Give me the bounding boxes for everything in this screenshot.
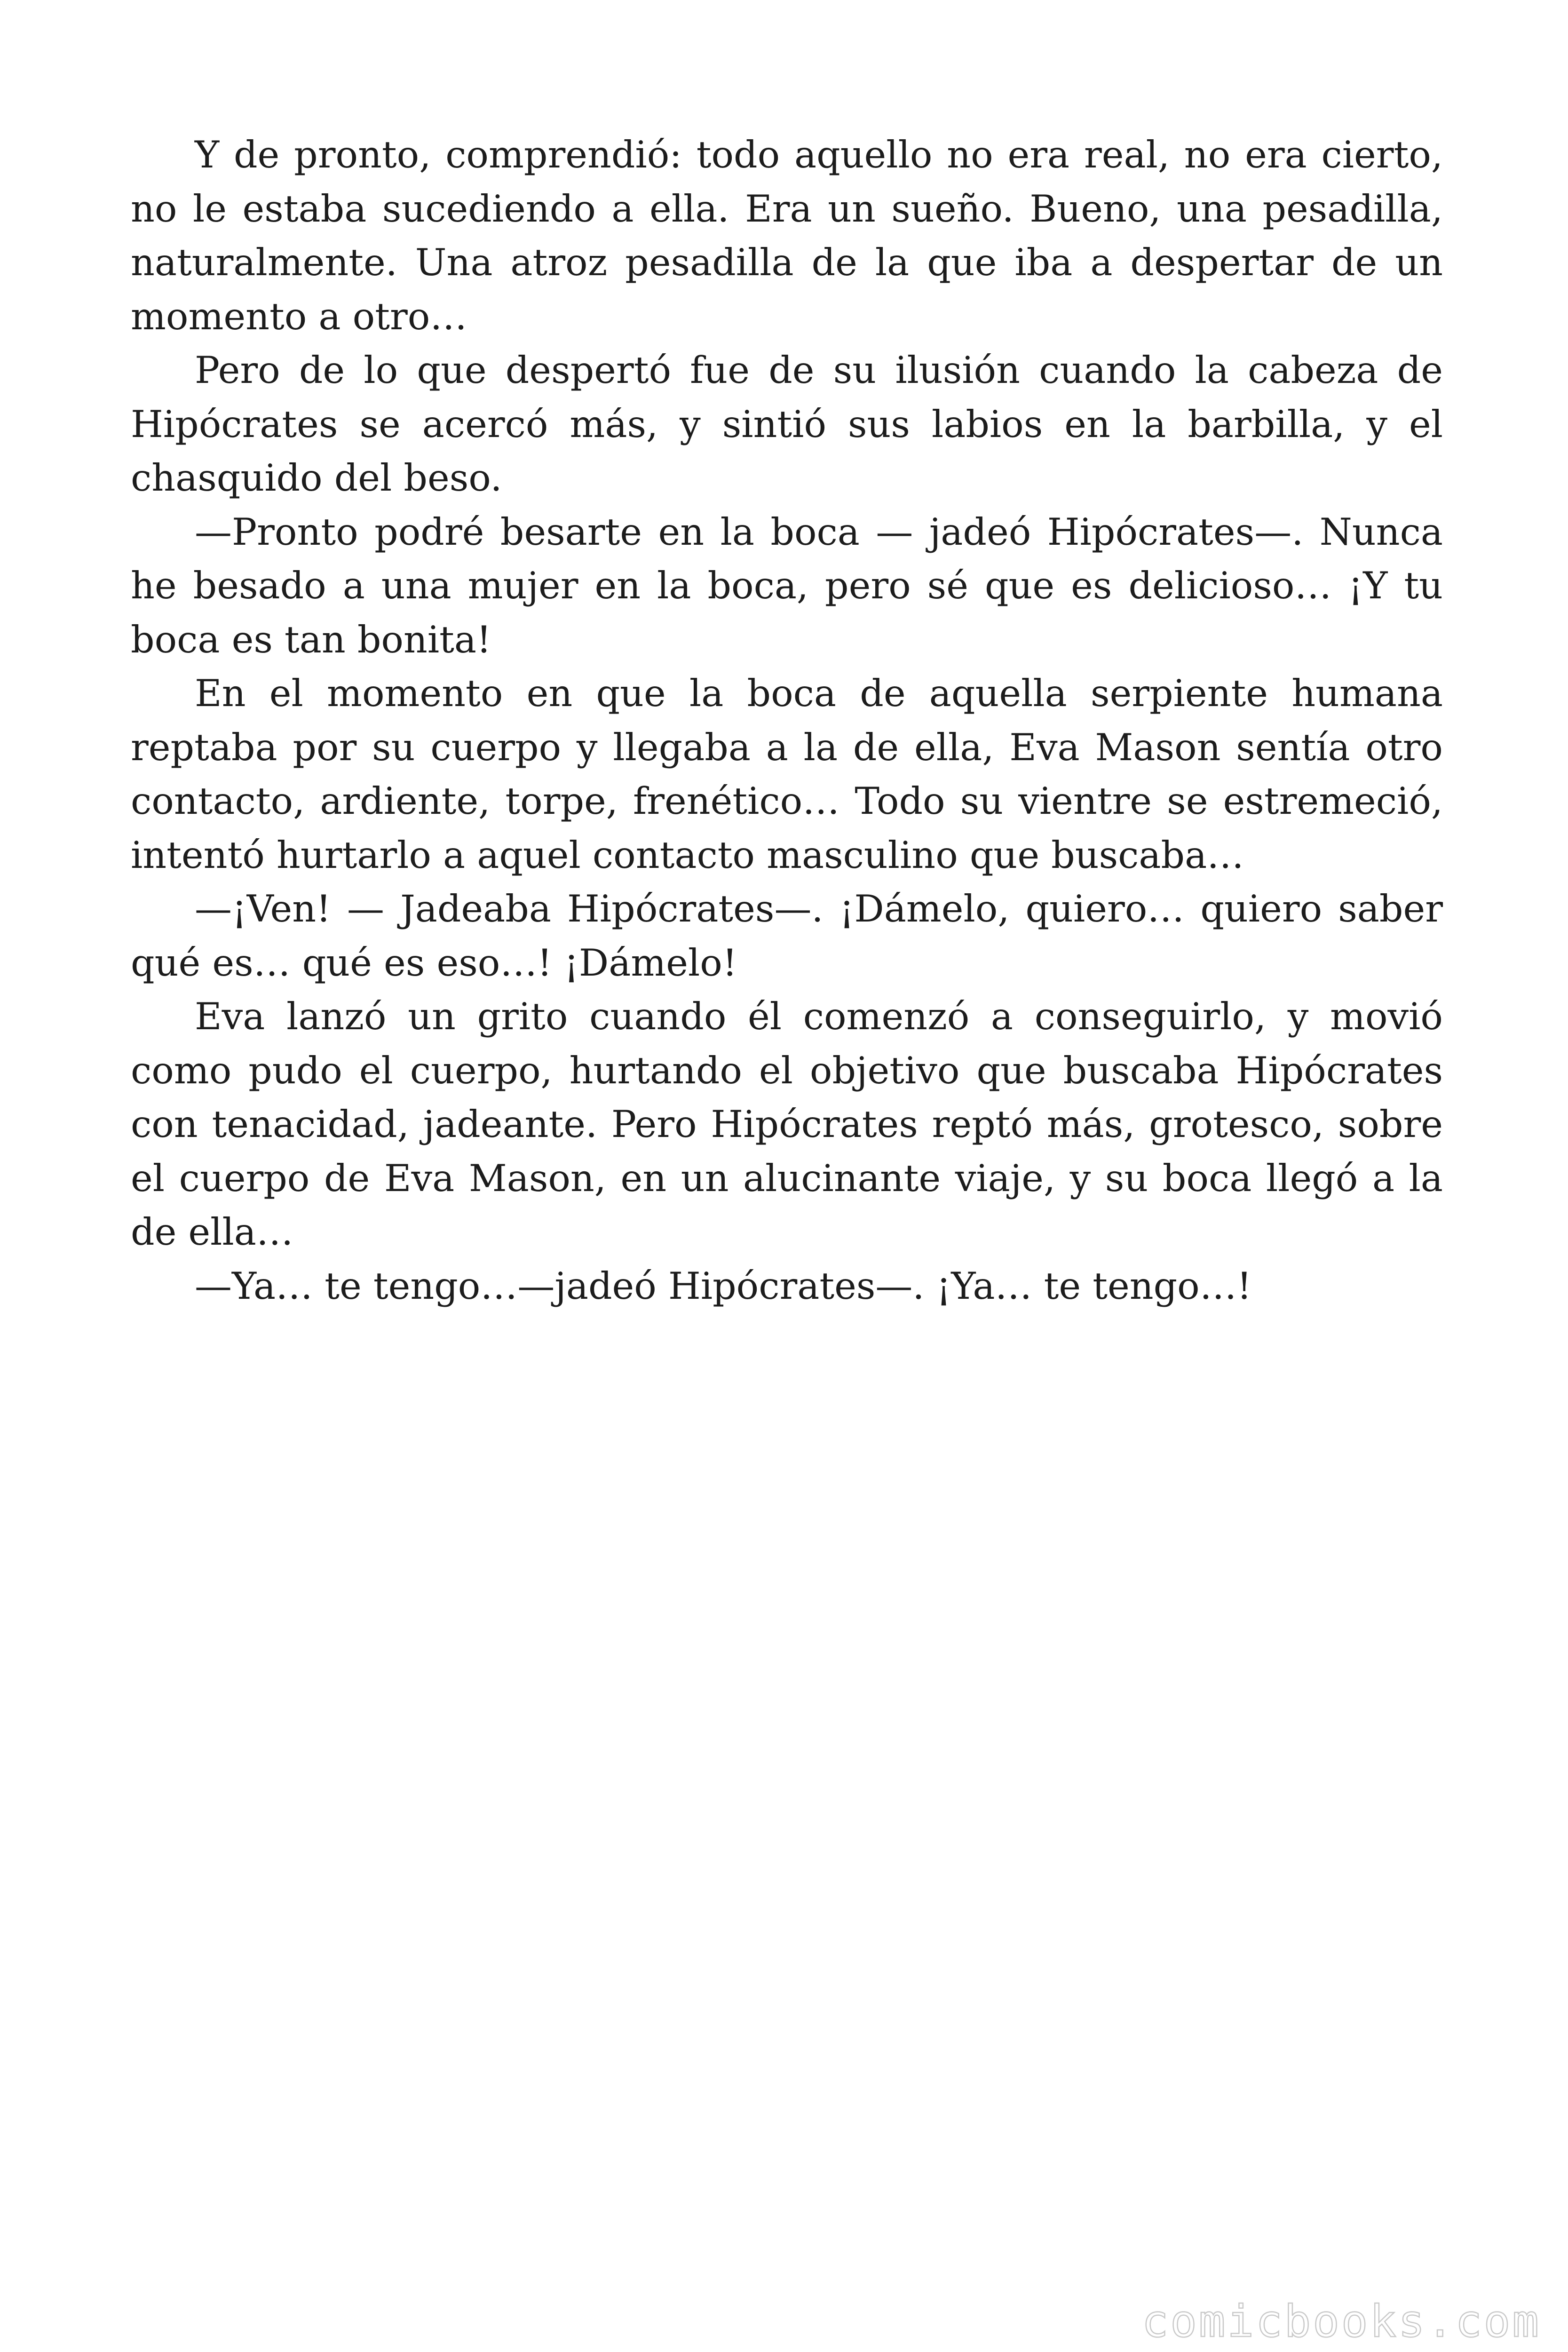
watermark-text: comicbooks.com (1141, 2296, 1541, 2347)
paragraph: —Pronto podré besarte en la boca — jadeó Hipócrates—. Nunca he besado a una mujer en la boca, pero sé que es delicioso… ¡Y tu boca es tan bonita! (131, 510, 1443, 661)
paragraph: —Ya… te tengo…—jadeó Hipócrates—. ¡Ya… te tengo…! (195, 1264, 1252, 1308)
paragraph: En el momento en que la boca de aquella serpiente humana reptaba por su cuerpo y llegaba a la de ella, Eva Mason sentía otro contacto, ardiente, torpe, frenético… Todo su vientre se estremeció, intentó hurtarlo a aquel contacto masculino que buscaba… (131, 672, 1443, 877)
paragraph: Y de pronto, comprendió: todo aquello no era real, no era cierto, no le estaba sucediendo a ella. Era un sueño. Bueno, una pesadilla, naturalmente. Una atroz pesadilla de la que iba a despertar de un momento a otro… (131, 133, 1443, 338)
paragraph: —¡Ven! — Jadeaba Hipócrates—. ¡Dámelo, quiero… quiero saber qué es… qué es eso…! ¡Dámelo! (131, 887, 1443, 985)
body-text (131, 128, 1443, 1313)
paragraph: Eva lanzó un grito cuando él comenzó a conseguirlo, y movió como pudo el cuerpo, hurtando el objetivo que buscaba Hipócrates con tenacidad, jadeante. Pero Hipócrates reptó más, grotesco, sobre el cuerpo de Eva Mason, en un alucinante viaje, y su boca llegó a la de ella… (131, 995, 1443, 1254)
paragraph: Pero de lo que despertó fue de su ilusión cuando la cabeza de Hipócrates se acercó más, y sintió sus labios en la barbilla, y el chasquido del beso. (131, 349, 1443, 500)
